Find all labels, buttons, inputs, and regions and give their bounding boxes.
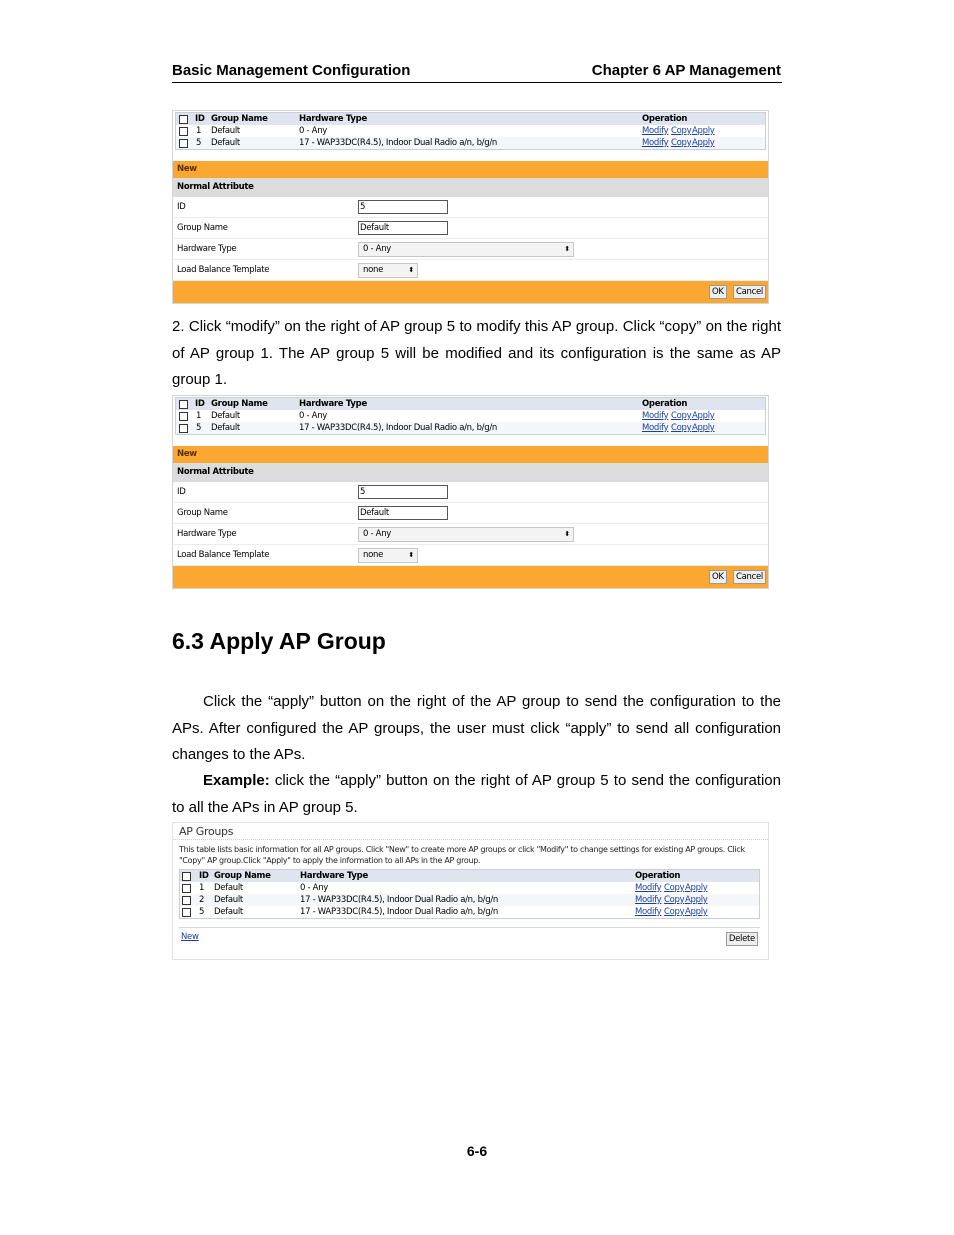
copy-link[interactable]: Copy [671, 423, 692, 433]
apply-link[interactable]: Apply [692, 423, 715, 433]
row-checkbox[interactable] [182, 908, 191, 917]
id-row [173, 482, 768, 503]
hardware-type-value: 0 - Any [363, 529, 392, 539]
row-hw: 17 - WAP33DC(R4.5), Indoor Dual Radio a/n, b/g/n [299, 423, 497, 433]
row-id: 5 [199, 907, 205, 917]
row-id: 1 [196, 411, 202, 421]
row-id: 5 [196, 138, 202, 148]
hardware-type-value: 0 - Any [363, 244, 392, 254]
row-hw: 0 - Any [299, 126, 328, 136]
cancel-button[interactable]: Cancel [733, 285, 766, 299]
hardware-type-label: Hardware Type [177, 529, 237, 539]
table-header [176, 398, 765, 410]
apply-link[interactable]: Apply [692, 411, 715, 421]
spacer [173, 150, 768, 161]
running-header-right: Chapter 6 AP Management [591, 62, 781, 79]
row-name: Default [211, 126, 240, 136]
load-balance-row [173, 545, 768, 566]
normal-attribute-label: Normal Attribute [173, 463, 768, 482]
load-balance-row [173, 260, 768, 281]
col-group-name: Group Name [211, 399, 268, 409]
table-row [176, 137, 765, 149]
id-input[interactable]: 5 [358, 485, 448, 499]
select-all-checkbox[interactable] [182, 872, 191, 881]
ap-groups-description: This table lists basic information for all AP groups. Click "New" to create more AP groups or click "Modify" to change settings for existing AP groups. Click "Copy" AP group.Click "Apply" to apply the information to all APs in the AP group. [179, 845, 745, 865]
row-checkbox[interactable] [182, 896, 191, 905]
row-checkbox[interactable] [179, 412, 188, 421]
modify-link[interactable]: Modify [642, 126, 669, 136]
select-arrow-icon: ⬍ [564, 530, 570, 538]
new-section-title: New [173, 446, 768, 463]
running-header-left: Basic Management Configuration [172, 62, 411, 79]
table-row [180, 894, 759, 906]
row-checkbox[interactable] [179, 139, 188, 148]
row-checkbox[interactable] [179, 424, 188, 433]
col-operation: Operation [642, 114, 688, 124]
load-balance-value: none [363, 265, 384, 275]
apply-link[interactable]: Apply [685, 883, 708, 893]
select-all-checkbox[interactable] [179, 400, 188, 409]
ap-groups-table [179, 869, 760, 919]
table-row [176, 125, 765, 137]
copy-link[interactable]: Copy [664, 895, 685, 905]
header-rule [172, 82, 782, 83]
cancel-button[interactable]: Cancel [733, 570, 766, 584]
col-hardware-type: Hardware Type [299, 399, 367, 409]
section-heading: 6.3 Apply AP Group [172, 628, 386, 654]
row-id: 5 [196, 423, 202, 433]
new-section-title: New [173, 161, 768, 178]
example-paragraph [172, 768, 781, 821]
table-row [176, 410, 765, 422]
copy-link[interactable]: Copy [664, 883, 685, 893]
copy-link[interactable]: Copy [671, 411, 692, 421]
select-all-checkbox[interactable] [179, 115, 188, 124]
load-balance-value: none [363, 550, 384, 560]
hardware-type-row [173, 524, 768, 545]
select-arrow-icon: ⬍ [564, 245, 570, 253]
table-header [176, 113, 765, 125]
id-input[interactable]: 5 [358, 200, 448, 214]
example-label: Example: [203, 772, 270, 789]
row-name: Default [214, 907, 243, 917]
delete-button[interactable]: Delete [726, 932, 758, 946]
row-id: 1 [199, 883, 205, 893]
group-name-input[interactable]: Default [358, 221, 448, 235]
modify-link[interactable]: Modify [642, 411, 669, 421]
row-hw: 0 - Any [300, 883, 329, 893]
copy-link[interactable]: Copy [671, 138, 692, 148]
group-name-row [173, 503, 768, 524]
load-balance-label: Load Balance Template [177, 265, 270, 275]
apply-description-paragraph: Click the “apply” button on the right of the AP group to send the configuration to the APs. After configured the AP groups, the user must click “apply” to send all configuration changes to the APs. [172, 693, 781, 763]
ap-groups-footer [179, 927, 760, 954]
ap-groups-title: AP Groups [173, 823, 768, 840]
id-row [173, 197, 768, 218]
row-name: Default [211, 423, 240, 433]
spacer [173, 435, 768, 446]
table-row [180, 882, 759, 894]
modify-link[interactable]: Modify [642, 423, 669, 433]
form-action-bar [173, 566, 768, 588]
ok-button[interactable]: OK [709, 285, 727, 299]
row-name: Default [211, 138, 240, 148]
table-header [180, 870, 759, 882]
modify-link[interactable]: Modify [642, 138, 669, 148]
load-balance-label: Load Balance Template [177, 550, 270, 560]
col-hardware-type: Hardware Type [299, 114, 367, 124]
ap-group-table [175, 397, 766, 435]
id-label: ID [177, 202, 186, 212]
hardware-type-row [173, 239, 768, 260]
group-name-input[interactable]: Default [358, 506, 448, 520]
page-number: 6-6 [466, 1143, 488, 1159]
modify-link[interactable]: Modify [635, 907, 662, 917]
col-hardware-type: Hardware Type [300, 871, 368, 881]
hardware-type-select[interactable] [358, 527, 574, 542]
row-hw: 17 - WAP33DC(R4.5), Indoor Dual Radio a/n, b/g/n [299, 138, 497, 148]
col-group-name: Group Name [214, 871, 271, 881]
row-hw: 17 - WAP33DC(R4.5), Indoor Dual Radio a/n, b/g/n [300, 907, 498, 917]
col-id: ID [199, 871, 209, 881]
apply-link[interactable]: Apply [685, 907, 708, 917]
col-id: ID [195, 399, 205, 409]
apply-link[interactable]: Apply [692, 126, 715, 136]
ok-button[interactable]: OK [709, 570, 727, 584]
group-name-row [173, 218, 768, 239]
load-balance-select[interactable] [358, 548, 418, 563]
col-operation: Operation [635, 871, 681, 881]
apply-link[interactable]: Apply [685, 895, 708, 905]
screenshot-ap-group-form-1 [172, 110, 769, 304]
modify-link[interactable]: Modify [635, 895, 662, 905]
row-hw: 0 - Any [299, 411, 328, 421]
example-text: click the “apply” button on the right of AP group 5 to send the configuration to all the APs in AP group 5. [172, 772, 781, 816]
select-arrow-icon: ⬍ [408, 551, 414, 559]
table-row [180, 906, 759, 918]
row-name: Default [214, 883, 243, 893]
table-row [176, 422, 765, 434]
row-checkbox[interactable] [182, 884, 191, 893]
row-hw: 17 - WAP33DC(R4.5), Indoor Dual Radio a/n, b/g/n [300, 895, 498, 905]
modify-link[interactable]: Modify [635, 883, 662, 893]
select-arrow-icon: ⬍ [408, 266, 414, 274]
screenshot-ap-group-form-2 [172, 395, 769, 589]
ap-group-table [175, 112, 766, 150]
row-checkbox[interactable] [179, 127, 188, 136]
col-id: ID [195, 114, 205, 124]
normal-attribute-label: Normal Attribute [173, 178, 768, 197]
col-operation: Operation [642, 399, 688, 409]
hardware-type-select[interactable] [358, 242, 574, 257]
step-2-paragraph: 2. Click “modify” on the right of AP group 5 to modify this AP group. Click “copy” on the right of AP group 1. The AP group 5 will be modified and its configuration is the same as AP group 1. [172, 318, 781, 388]
row-id: 2 [199, 895, 205, 905]
col-group-name: Group Name [211, 114, 268, 124]
id-label: ID [177, 487, 186, 497]
copy-link[interactable]: Copy [671, 126, 692, 136]
copy-link[interactable]: Copy [664, 907, 685, 917]
load-balance-select[interactable] [358, 263, 418, 278]
row-name: Default [214, 895, 243, 905]
apply-link[interactable]: Apply [692, 138, 715, 148]
group-name-label: Group Name [177, 223, 228, 233]
group-name-label: Group Name [177, 508, 228, 518]
hardware-type-label: Hardware Type [177, 244, 237, 254]
row-id: 1 [196, 126, 202, 136]
row-name: Default [211, 411, 240, 421]
screenshot-ap-groups-list [172, 822, 769, 960]
new-link[interactable]: New [181, 932, 199, 942]
form-action-bar [173, 281, 768, 303]
